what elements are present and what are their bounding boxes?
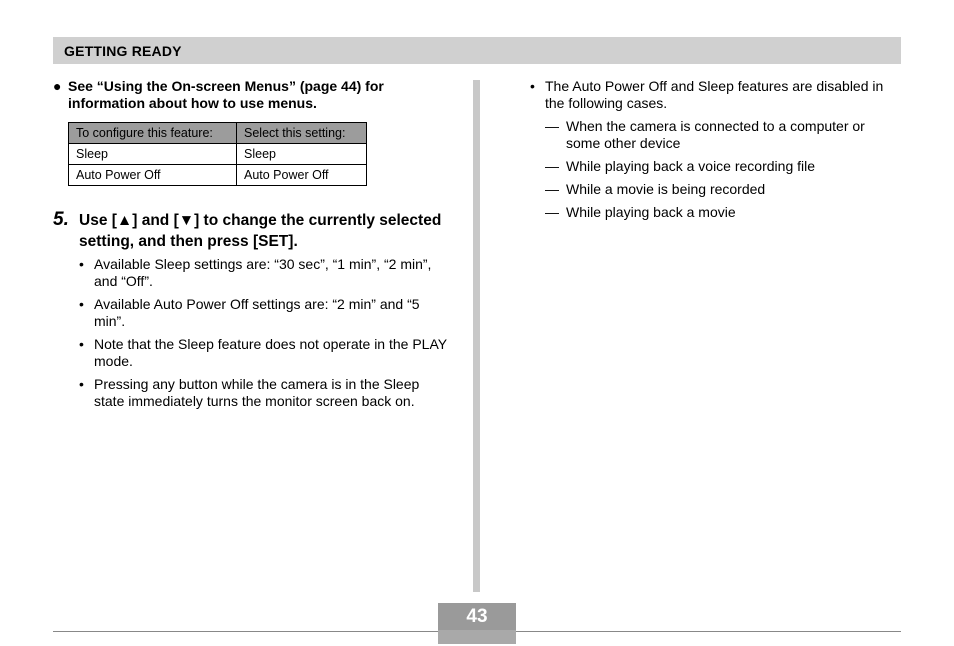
table-row bbox=[69, 165, 367, 186]
dash-icon: — bbox=[545, 181, 559, 197]
list-item-text: Pressing any button while the camera is in the Sleep state immediately turns the monitor screen back on. bbox=[94, 376, 420, 409]
table-cell: Sleep bbox=[69, 144, 237, 165]
list-item-text: While a movie is being recorded bbox=[566, 181, 766, 197]
list-item-text: While playing back a movie bbox=[566, 204, 736, 220]
right-column bbox=[530, 78, 900, 227]
table-cell: Auto Power Off bbox=[237, 165, 367, 186]
list-item-text: Note that the Sleep feature does not operate in the PLAY mode. bbox=[94, 336, 447, 369]
settings-table bbox=[68, 122, 367, 186]
page-tab bbox=[438, 633, 516, 644]
table-cell: Auto Power Off bbox=[69, 165, 237, 186]
list-item-text: Available Auto Power Off settings are: “2 min” and “5 min”. bbox=[94, 296, 420, 329]
left-column bbox=[53, 78, 453, 409]
list-item bbox=[530, 78, 900, 221]
list-item bbox=[545, 118, 900, 152]
list-item-text: When the camera is connected to a computer or some other device bbox=[566, 118, 865, 151]
note bbox=[53, 78, 453, 112]
bullet-icon: • bbox=[79, 376, 84, 392]
list-item-text: Available Sleep settings are: “30 sec”, “1 min”, “2 min”, and “Off”. bbox=[94, 256, 432, 289]
list-item-text: While playing back a voice recording file bbox=[566, 158, 816, 174]
note-text: See “Using the On-screen Menus” (page 44) for information about how to use menus. bbox=[68, 78, 384, 111]
list-item bbox=[545, 181, 900, 198]
filled-circle-bullet-icon: ● bbox=[53, 78, 62, 94]
bullet-icon: • bbox=[79, 336, 84, 352]
dash-icon: — bbox=[545, 204, 559, 220]
bullet-icon: • bbox=[79, 256, 84, 272]
table-row bbox=[69, 144, 367, 165]
list-item-text: The Auto Power Off and Sleep features are disabled in the following cases. bbox=[545, 78, 884, 111]
step-5 bbox=[53, 210, 453, 252]
table-cell: Sleep bbox=[237, 144, 367, 165]
list-item bbox=[545, 158, 900, 175]
section-title: GETTING READY bbox=[64, 43, 182, 59]
section-header-bar bbox=[53, 37, 901, 64]
case-list bbox=[545, 118, 900, 221]
bullet-icon: • bbox=[530, 78, 535, 94]
column-divider bbox=[473, 80, 480, 592]
list-item bbox=[79, 336, 449, 370]
step-number: 5. bbox=[53, 209, 69, 230]
step-bullet-list bbox=[79, 256, 449, 416]
table-header-row bbox=[69, 123, 367, 144]
dash-icon: — bbox=[545, 158, 559, 174]
list-item bbox=[79, 376, 449, 410]
right-bullet-list bbox=[530, 78, 900, 221]
list-item bbox=[79, 296, 449, 330]
table-header-cell: To configure this feature: bbox=[69, 123, 237, 144]
step-text: Use [▲] and [▼] to change the currently selected setting, and then press [SET]. bbox=[79, 212, 442, 250]
page-number-box bbox=[438, 603, 516, 644]
list-item bbox=[79, 256, 449, 290]
bullet-icon: • bbox=[79, 296, 84, 312]
list-item bbox=[545, 204, 900, 221]
dash-icon: — bbox=[545, 118, 559, 134]
table-header-cell: Select this setting: bbox=[237, 123, 367, 144]
page-number: 43 bbox=[438, 603, 516, 630]
